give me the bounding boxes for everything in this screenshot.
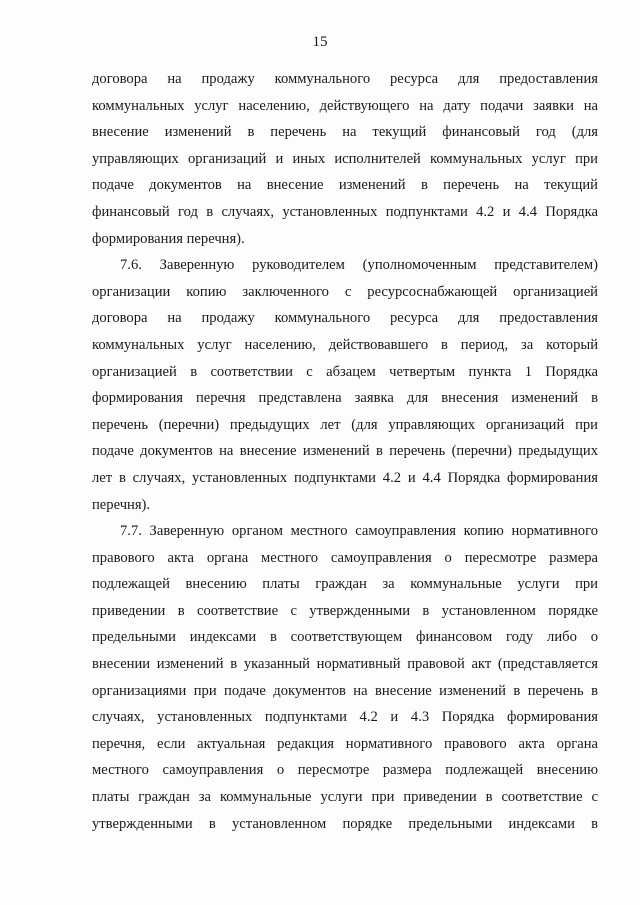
text-line: 7.6. Заверенную руководителем (уполномоченным представителем) bbox=[120, 257, 598, 274]
text-line: перечень (перечни) предыдущих лет (для управляющих организаций при bbox=[92, 416, 598, 433]
text-line: внесении изменений в указанный нормативный правовой акт (представляется bbox=[92, 656, 598, 673]
text-line: платы граждан за коммунальные услуги при приведении в соответствие с bbox=[92, 789, 598, 806]
text-line: местного самоуправления о пересмотре размера подлежащей внесению bbox=[92, 762, 598, 779]
paragraph-continuation bbox=[92, 66, 598, 252]
text-line: утвержденными в установленном порядке предельными индексами в bbox=[92, 815, 598, 832]
text-line: перечня). bbox=[92, 496, 151, 513]
paragraph-item-7-6 bbox=[92, 252, 598, 518]
text-line: формирования перечня). bbox=[92, 230, 245, 247]
text-line: коммунальных услуг населению, действовавшего в период, за который bbox=[92, 336, 598, 353]
text-line: подаче документов на внесение изменений в перечень (перечни) предыдущих bbox=[92, 443, 598, 460]
text-line: организацией в соответствии с абзацем четвертым пункта 1 Порядка bbox=[92, 363, 598, 380]
text-line: внесение изменений в перечень на текущий финансовый год (для bbox=[92, 124, 598, 141]
text-line: приведении в соответствие с утвержденными в установленном порядке bbox=[92, 602, 598, 619]
text-line: подлежащей внесению платы граждан за коммунальные услуги при bbox=[92, 576, 598, 593]
page-number: 15 bbox=[312, 34, 328, 50]
text-line: предельными индексами в соответствующем финансовом году либо о bbox=[92, 629, 598, 646]
text-line: коммунальных услуг населению, действующего на дату подачи заявки на bbox=[92, 97, 598, 114]
text-line: организациями при подаче документов на внесение изменений в перечень в bbox=[92, 682, 598, 699]
text-line: договора на продажу коммунального ресурса для предоставления bbox=[92, 310, 598, 327]
text-line: лет в случаях, установленных подпунктами 4.2 и 4.4 Порядка формирования bbox=[92, 469, 598, 486]
text-line: перечня, если актуальная редакция нормативного правового акта органа bbox=[92, 735, 598, 752]
text-line: 7.7. Заверенную органом местного самоуправления копию нормативного bbox=[120, 523, 598, 540]
text-line: управляющих организаций и иных исполнителей коммунальных услуг при bbox=[92, 150, 598, 167]
paragraph-item-7-7 bbox=[92, 518, 598, 837]
text-line: договора на продажу коммунального ресурса для предоставления bbox=[92, 71, 598, 87]
text-line: формирования перечня представлена заявка для внесения изменений в bbox=[92, 390, 598, 407]
text-line: организации копию заключенного с ресурсоснабжающей организацией bbox=[92, 283, 598, 300]
document-body bbox=[92, 66, 598, 837]
text-line: случаях, установленных подпунктами 4.2 и 4.3 Порядка формирования bbox=[92, 709, 598, 726]
text-line: подаче документов на внесение изменений в перечень на текущий bbox=[92, 177, 598, 194]
text-line: правового акта органа местного самоуправления о пересмотре размера bbox=[92, 549, 598, 566]
text-line: финансовый год в случаях, установленных подпунктами 4.2 и 4.4 Порядка bbox=[92, 203, 598, 220]
